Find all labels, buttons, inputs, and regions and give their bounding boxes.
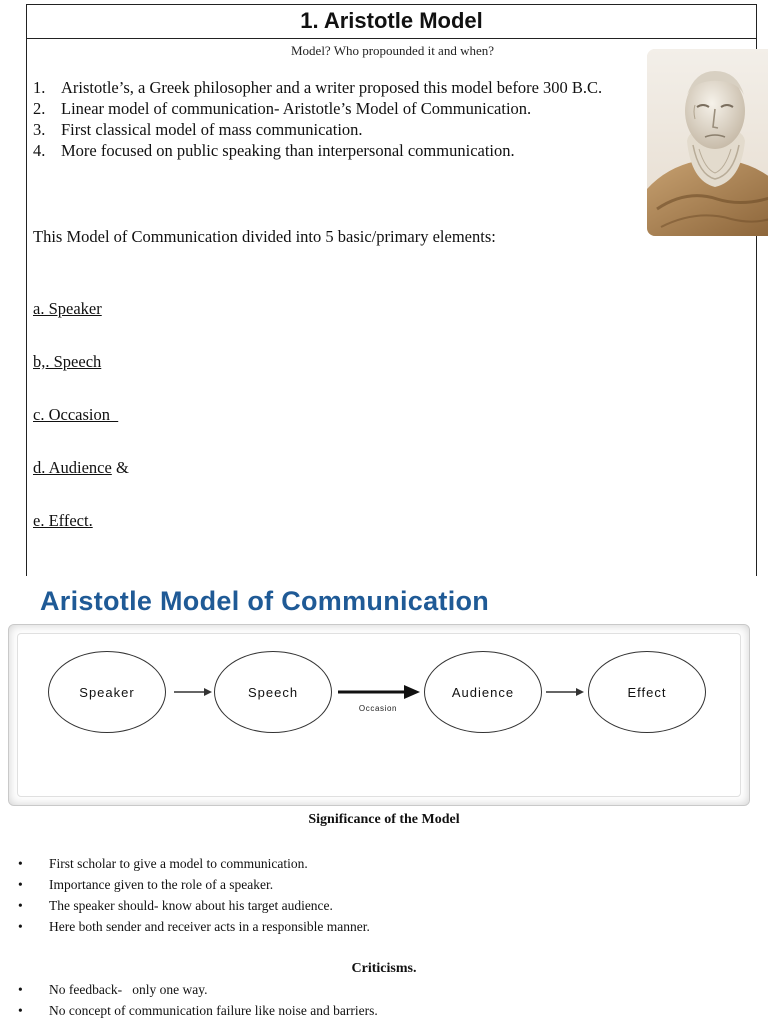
point-text: More focused on public speaking than interpersonal communication. [61, 141, 515, 160]
element-item [33, 405, 118, 425]
element-label: e. Effect. [33, 511, 93, 530]
element-label: b,. Speech [33, 352, 102, 371]
element-item [33, 511, 93, 531]
point-number: 2. [33, 99, 46, 118]
point-text: Aristotle’s, a Greek philosopher and a writer proposed this model before 300 B.C. [61, 78, 603, 97]
element-label: a. Speaker [33, 299, 102, 318]
element-suffix: & [111, 458, 129, 477]
point-number: 3. [33, 120, 46, 139]
node-audience: Audience [424, 651, 542, 733]
page-title: 1. Aristotle Model [27, 5, 756, 39]
significance-text: Here both sender and receiver acts in a responsible manner. [49, 919, 370, 934]
bullet-icon: • [18, 856, 23, 871]
subtitle: Model? Who propounded it and when? [290, 43, 495, 58]
bullet-icon: • [18, 1003, 23, 1018]
significance-text: First scholar to give a model to communication. [49, 856, 308, 871]
element-item [33, 458, 129, 478]
criticisms-list [18, 979, 738, 1021]
significance-text: Importance given to the role of a speaker. [49, 877, 274, 892]
significance-item [18, 916, 738, 937]
diagram-arrows [18, 634, 744, 798]
node-speaker: Speaker [48, 651, 166, 733]
diagram-title: Aristotle Model of Communication [40, 586, 490, 616]
points-list [33, 77, 625, 161]
point-text: Linear model of communication- Aristotle’s Model of Communication. [61, 99, 532, 118]
criticisms-title: Criticisms. [351, 961, 417, 976]
significance-item [18, 853, 738, 874]
aristotle-bust-image [647, 49, 768, 236]
node-effect: Effect [588, 651, 706, 733]
communication-diagram [6, 578, 755, 810]
criticism-text: No concept of communication failure like noise and barriers. [49, 1003, 378, 1018]
aristotle-model-box [26, 4, 757, 576]
significance-list [18, 853, 738, 937]
criticism-text: No feedback- only one way. [49, 982, 208, 997]
criticism-item [18, 979, 738, 1000]
significance-title: Significance of the Model [308, 812, 460, 827]
element-item [33, 352, 101, 372]
element-label: d. Audience [33, 458, 112, 477]
bullet-icon: • [18, 898, 23, 913]
diagram-inner [17, 633, 741, 797]
point-number: 1. [33, 78, 46, 97]
bullet-icon: • [18, 877, 23, 892]
point-item [33, 140, 625, 161]
element-item [33, 299, 102, 319]
point-item [33, 77, 625, 98]
bullet-icon: • [18, 919, 23, 934]
significance-item [18, 874, 738, 895]
point-item [33, 119, 625, 140]
node-speech: Speech [214, 651, 332, 733]
criticism-item [18, 1000, 738, 1021]
diagram-frame [8, 624, 750, 806]
arrow-speaker-speech [174, 688, 212, 696]
elements-intro: This Model of Communication divided into 5 basic/primary elements: [33, 227, 496, 246]
edge-label-occasion: Occasion [358, 704, 398, 713]
arrow-audience-effect [546, 688, 584, 696]
significance-item [18, 895, 738, 916]
point-item [33, 98, 625, 119]
point-number: 4. [33, 141, 46, 160]
significance-text: The speaker should- know about his target audience. [49, 898, 333, 913]
point-text: First classical model of mass communication. [61, 120, 363, 139]
arrow-speech-audience [338, 685, 420, 699]
bullet-icon: • [18, 982, 23, 997]
element-label: c. Occasion [33, 405, 119, 424]
